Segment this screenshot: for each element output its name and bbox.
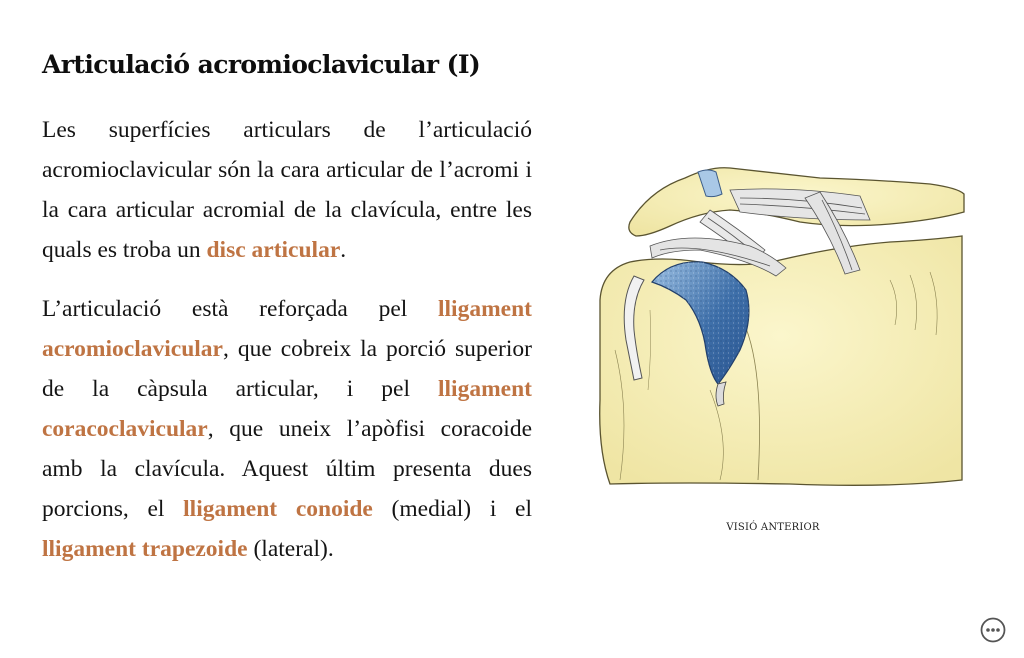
page-title: Articulació acromioclavicular (I) [42, 50, 481, 79]
ellipsis-circle-icon [980, 617, 1006, 643]
paragraph-1-text-1: Les superfícies articulars de l’articulació acromioclavicular són la cara articular de l’acromi i la cara articular acromial de la clavícula, entre les quals es troba un [42, 117, 532, 263]
paragraph-1-text-2: . [340, 237, 347, 263]
link-lligament-acromioclavicular[interactable]: lligament acromioclavicular [42, 296, 532, 362]
paragraph-2-text-3: , que uneix l’apòfisi coracoide amb la clavícula. Aquest últim presenta dues porcions, el [42, 416, 532, 522]
paragraph-2-text-1: L’articulació està reforçada pel [42, 296, 438, 322]
paragraph-2-text-5: (lateral). [247, 536, 334, 562]
link-disc-articular[interactable]: disc articular [206, 237, 341, 263]
link-lligament-coracoclavicular[interactable]: lligament coracoclavicular [42, 376, 532, 442]
humerus-bone [600, 236, 962, 485]
body-text [42, 110, 532, 588]
paragraph-2 [42, 289, 532, 569]
link-lligament-trapezoide[interactable]: lligament trapezoide [42, 536, 248, 562]
link-lligament-conoide[interactable]: lligament conoide [183, 496, 373, 522]
paragraph-2-text-4: (medial) i el [372, 496, 532, 522]
shoulder-illustration [590, 150, 966, 490]
paragraph-2-text-2: , que cobreix la porció superior de la càpsula articular, i pel [42, 336, 532, 402]
figure-caption: VISIÓ ANTERIOR [726, 522, 820, 533]
paragraph-1 [42, 110, 532, 270]
more-options-button[interactable] [980, 617, 1006, 643]
